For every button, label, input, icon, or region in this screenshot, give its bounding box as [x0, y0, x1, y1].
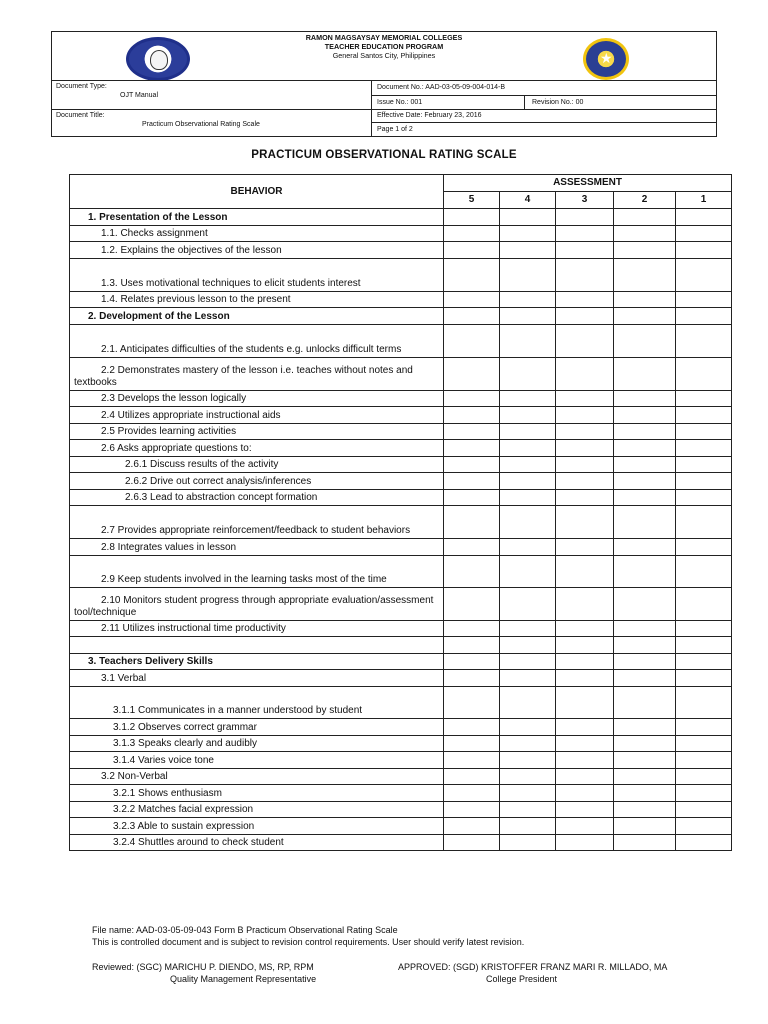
rating-cell-4[interactable]: [500, 490, 556, 506]
rating-cell-2[interactable]: [614, 785, 676, 802]
rating-cell-3[interactable]: [556, 358, 614, 391]
rating-cell-2[interactable]: [614, 752, 676, 769]
rating-cell-5[interactable]: [444, 440, 500, 457]
behavior-text: 3.1.3 Speaks clearly and audibly: [113, 738, 257, 749]
behavior-text: 2.2 Demonstrates mastery of the lesson i.e. teaches without notes and textbooks: [74, 365, 413, 388]
rating-cell-5[interactable]: [444, 457, 500, 473]
behavior-text: 3. Teachers Delivery Skills: [88, 656, 213, 667]
rating-cell-4[interactable]: [500, 242, 556, 259]
behavior-text: 3.1 Verbal: [101, 673, 147, 684]
behavior-cell: [70, 687, 444, 719]
table-row: [70, 670, 732, 687]
behavior-cell: [70, 719, 444, 736]
rating-cell-5[interactable]: [444, 490, 500, 506]
rating-cell-5[interactable]: [444, 670, 500, 687]
table-row: [70, 556, 732, 588]
behavior-text: 2.6.3 Lead to abstraction concept formation: [125, 492, 318, 503]
rating-cell-3[interactable]: [556, 325, 614, 358]
rating-cell-4[interactable]: [500, 736, 556, 752]
rating-cell-5[interactable]: [444, 637, 500, 654]
rating-cell-5[interactable]: [444, 818, 500, 835]
rating-cell-1[interactable]: [676, 769, 732, 785]
rating-cell-1[interactable]: [676, 719, 732, 736]
doc-title-value: Practicum Observational Rating Scale: [142, 121, 260, 128]
table-row: [70, 835, 732, 851]
rating-cell-3[interactable]: [556, 670, 614, 687]
rating-cell-4[interactable]: [500, 654, 556, 670]
rating-cell-3[interactable]: [556, 785, 614, 802]
revision-number: Revision No.: 00: [532, 99, 584, 106]
rating-cell-1[interactable]: [676, 588, 732, 621]
doc-title-label: Document Title:: [56, 112, 105, 119]
table-row: [70, 424, 732, 440]
rating-cell-3[interactable]: [556, 736, 614, 752]
rating-cell-2[interactable]: [614, 654, 676, 670]
rating-cell-4[interactable]: [500, 325, 556, 358]
table-row: [70, 391, 732, 407]
rating-cell-1[interactable]: [676, 670, 732, 687]
rating-cell-3[interactable]: [556, 539, 614, 556]
rating-cell-2[interactable]: [614, 424, 676, 440]
table-row: [70, 802, 732, 818]
rating-cell-3[interactable]: [556, 209, 614, 226]
rating-cell-2[interactable]: [614, 637, 676, 654]
behavior-cell: [70, 490, 444, 506]
behavior-cell: [70, 506, 444, 539]
rating-cell-4[interactable]: [500, 687, 556, 719]
behavior-cell: [70, 308, 444, 325]
behavior-text: 3.2.3 Able to sustain expression: [113, 821, 255, 832]
rating-cell-3[interactable]: [556, 424, 614, 440]
score-2-header: 2: [614, 192, 676, 209]
rating-cell-4[interactable]: [500, 407, 556, 424]
score-3-header: 3: [556, 192, 614, 209]
score-4-header: 4: [500, 192, 556, 209]
doc-type-label: Document Type:: [56, 83, 107, 90]
rating-cell-2[interactable]: [614, 835, 676, 851]
behavior-text: 3.1.4 Varies voice tone: [113, 755, 214, 766]
table-row: [70, 308, 732, 325]
rating-cell-3[interactable]: [556, 457, 614, 473]
rating-cell-5[interactable]: [444, 588, 500, 621]
behavior-text: 2.11 Utilizes instructional time productivity: [101, 623, 286, 634]
rating-cell-5[interactable]: [444, 226, 500, 242]
behavior-text: 3.1.1 Communicates in a manner understood by student: [113, 705, 363, 716]
rating-cell-3[interactable]: [556, 242, 614, 259]
behavior-text: 2.7 Provides appropriate reinforcement/feedback to student behaviors: [101, 525, 411, 536]
behavior-text: 2.6 Asks appropriate questions to:: [101, 443, 252, 454]
rating-cell-2[interactable]: [614, 259, 676, 292]
behavior-text: 2.5 Provides learning activities: [101, 426, 237, 437]
table-row: [70, 752, 732, 769]
rating-cell-5[interactable]: [444, 785, 500, 802]
rating-cell-2[interactable]: [614, 621, 676, 637]
behavior-cell: [70, 654, 444, 670]
rating-cell-3[interactable]: [556, 687, 614, 719]
rating-cell-1[interactable]: [676, 242, 732, 259]
rating-cell-5[interactable]: [444, 292, 500, 308]
rating-cell-4[interactable]: [500, 719, 556, 736]
assessment-header: ASSESSMENT: [444, 175, 732, 192]
table-row: [70, 440, 732, 457]
reviewed-role: Quality Management Representative: [170, 974, 317, 984]
rating-cell-2[interactable]: [614, 719, 676, 736]
rating-cell-1[interactable]: [676, 539, 732, 556]
rating-cell-4[interactable]: [500, 637, 556, 654]
rating-cell-2[interactable]: [614, 358, 676, 391]
rating-cell-3[interactable]: [556, 226, 614, 242]
rating-cell-1[interactable]: [676, 358, 732, 391]
rating-cell-4[interactable]: [500, 802, 556, 818]
document-header: [51, 31, 717, 137]
rating-cell-5[interactable]: [444, 621, 500, 637]
rating-cell-2[interactable]: [614, 539, 676, 556]
behavior-cell: [70, 785, 444, 802]
rating-cell-5[interactable]: [444, 736, 500, 752]
rating-cell-2[interactable]: [614, 588, 676, 621]
rating-cell-1[interactable]: [676, 325, 732, 358]
behavior-cell: [70, 242, 444, 259]
rating-cell-4[interactable]: [500, 358, 556, 391]
rating-cell-4[interactable]: [500, 785, 556, 802]
rating-cell-1[interactable]: [676, 506, 732, 539]
institution-name: RAMON MAGSAYSAY MEMORIAL COLLEGES: [305, 33, 463, 42]
rating-cell-3[interactable]: [556, 506, 614, 539]
behavior-cell: [70, 752, 444, 769]
rating-cell-1[interactable]: [676, 292, 732, 308]
table-row: [70, 687, 732, 719]
rating-cell-2[interactable]: [614, 687, 676, 719]
rating-cell-3[interactable]: [556, 556, 614, 588]
rating-cell-2[interactable]: [614, 308, 676, 325]
rating-table: [69, 174, 732, 851]
rating-cell-5[interactable]: [444, 358, 500, 391]
behavior-text: 3.2.2 Matches facial expression: [113, 804, 254, 815]
rating-cell-2[interactable]: [614, 802, 676, 818]
behavior-text: 1. Presentation of the Lesson: [88, 212, 228, 223]
rating-cell-2[interactable]: [614, 226, 676, 242]
behavior-text: 2.6.2 Drive out correct analysis/inferences: [125, 476, 312, 487]
behavior-text: 2.4 Utilizes appropriate instructional aids: [101, 410, 281, 421]
behavior-cell: [70, 818, 444, 835]
rating-cell-2[interactable]: [614, 736, 676, 752]
rating-cell-2[interactable]: [614, 440, 676, 457]
behavior-cell: [70, 292, 444, 308]
rating-cell-1[interactable]: [676, 752, 732, 769]
rating-cell-5[interactable]: [444, 654, 500, 670]
rating-cell-3[interactable]: [556, 259, 614, 292]
rating-cell-2[interactable]: [614, 325, 676, 358]
behavior-cell: [70, 407, 444, 424]
score-5-header: 5: [444, 192, 500, 209]
rating-cell-1[interactable]: [676, 308, 732, 325]
rating-cell-5[interactable]: [444, 424, 500, 440]
table-row: [70, 736, 732, 752]
program-name: TEACHER EDUCATION PROGRAM: [324, 42, 444, 51]
table-row: [70, 490, 732, 506]
rating-cell-5[interactable]: [444, 835, 500, 851]
behavior-cell: [70, 209, 444, 226]
behavior-cell: [70, 539, 444, 556]
rating-cell-4[interactable]: [500, 588, 556, 621]
rating-cell-5[interactable]: [444, 506, 500, 539]
behavior-text: 1.3. Uses motivational techniques to elicit students interest: [101, 278, 361, 289]
behavior-cell: [70, 835, 444, 851]
behavior-text: 3.1.2 Observes correct grammar: [113, 722, 257, 733]
behavior-cell: [70, 556, 444, 588]
table-row: [70, 473, 732, 490]
rating-cell-2[interactable]: [614, 769, 676, 785]
table-row: [70, 325, 732, 358]
rating-cell-5[interactable]: [444, 259, 500, 292]
table-row: [70, 242, 732, 259]
rating-cell-5[interactable]: [444, 556, 500, 588]
rating-cell-1[interactable]: [676, 736, 732, 752]
behavior-cell: [70, 588, 444, 621]
rating-cell-3[interactable]: [556, 818, 614, 835]
rating-cell-5[interactable]: [444, 687, 500, 719]
rating-cell-4[interactable]: [500, 835, 556, 851]
rating-cell-2[interactable]: [614, 490, 676, 506]
rating-cell-1[interactable]: [676, 687, 732, 719]
rating-cell-1[interactable]: [676, 391, 732, 407]
rating-cell-3[interactable]: [556, 769, 614, 785]
rating-cell-2[interactable]: [614, 473, 676, 490]
rating-cell-3[interactable]: [556, 440, 614, 457]
table-row: [70, 539, 732, 556]
rating-cell-5[interactable]: [444, 308, 500, 325]
rating-cell-5[interactable]: [444, 325, 500, 358]
rating-cell-3[interactable]: [556, 621, 614, 637]
rating-cell-4[interactable]: [500, 292, 556, 308]
rating-cell-5[interactable]: [444, 719, 500, 736]
rating-cell-4[interactable]: [500, 473, 556, 490]
behavior-text: 2.8 Integrates values in lesson: [101, 542, 237, 553]
table-row: [70, 769, 732, 785]
rating-cell-3[interactable]: [556, 588, 614, 621]
rating-cell-3[interactable]: [556, 802, 614, 818]
behavior-text: 2.1. Anticipates difficulties of the students e.g. unlocks difficult terms: [101, 344, 402, 355]
doc-type-value: OJT Manual: [120, 92, 158, 99]
rating-cell-1[interactable]: [676, 621, 732, 637]
rating-cell-2[interactable]: [614, 292, 676, 308]
rating-cell-3[interactable]: [556, 719, 614, 736]
behavior-text: 1.4. Relates previous lesson to the present: [101, 294, 291, 305]
rating-cell-1[interactable]: [676, 835, 732, 851]
rating-cell-3[interactable]: [556, 407, 614, 424]
rating-cell-2[interactable]: [614, 242, 676, 259]
rating-cell-4[interactable]: [500, 259, 556, 292]
behavior-cell: [70, 440, 444, 457]
behavior-text: 1.2. Explains the objectives of the lesson: [101, 245, 282, 256]
behavior-cell: [70, 769, 444, 785]
rating-cell-1[interactable]: [676, 226, 732, 242]
rating-cell-1[interactable]: [676, 818, 732, 835]
behavior-cell: [70, 621, 444, 637]
rating-cell-4[interactable]: [500, 457, 556, 473]
behavior-cell: [70, 473, 444, 490]
rating-cell-2[interactable]: [614, 457, 676, 473]
rating-cell-4[interactable]: [500, 621, 556, 637]
behavior-text: 1.1. Checks assignment: [101, 228, 208, 239]
effective-date: Effective Date: February 23, 2016: [377, 112, 482, 119]
rating-cell-2[interactable]: [614, 407, 676, 424]
teacher-education-seal-icon: ★: [583, 38, 629, 80]
behavior-text: 2.9 Keep students involved in the learning tasks most of the time: [101, 574, 387, 585]
rating-cell-5[interactable]: [444, 802, 500, 818]
control-note: This is controlled document and is subject to revision control requirements. User should verify latest revision.: [92, 937, 525, 947]
score-1-header: 1: [676, 192, 732, 209]
table-row: [70, 259, 732, 292]
rating-cell-1[interactable]: [676, 440, 732, 457]
rating-cell-3[interactable]: [556, 292, 614, 308]
table-row: [70, 785, 732, 802]
approved-role: College President: [486, 974, 558, 984]
rating-cell-1[interactable]: [676, 637, 732, 654]
reviewed-by: Reviewed: (SGC) MARICHU P. DIENDO, MS, RP, RPM: [92, 962, 314, 972]
rating-cell-4[interactable]: [500, 424, 556, 440]
rating-cell-4[interactable]: [500, 539, 556, 556]
rating-cell-5[interactable]: [444, 242, 500, 259]
approved-by: APPROVED: (SGD) KRISTOFFER FRANZ MARI R. MILLADO, MA: [398, 962, 668, 972]
doc-number: Document No.: AAD-03-05-09-004-014-B: [377, 84, 506, 91]
rating-cell-3[interactable]: [556, 835, 614, 851]
rating-cell-1[interactable]: [676, 785, 732, 802]
rating-cell-1[interactable]: [676, 802, 732, 818]
rating-cell-3[interactable]: [556, 391, 614, 407]
rating-cell-5[interactable]: [444, 769, 500, 785]
behavior-cell: [70, 736, 444, 752]
table-row: [70, 209, 732, 226]
rating-cell-2[interactable]: [614, 506, 676, 539]
behavior-cell: [70, 424, 444, 440]
file-name: File name: AAD-03-05-09-043 Form B Practicum Observational Rating Scale: [92, 925, 398, 935]
table-row: [70, 226, 732, 242]
rating-cell-1[interactable]: [676, 490, 732, 506]
rating-cell-3[interactable]: [556, 654, 614, 670]
rating-cell-3[interactable]: [556, 752, 614, 769]
table-row: [70, 407, 732, 424]
behavior-text: 2.6.1 Discuss results of the activity: [125, 459, 279, 470]
rating-cell-4[interactable]: [500, 440, 556, 457]
table-row: [70, 654, 732, 670]
table-row: [70, 621, 732, 637]
behavior-cell: [70, 802, 444, 818]
rating-cell-4[interactable]: [500, 209, 556, 226]
table-row: [70, 358, 732, 391]
table-row: [70, 637, 732, 654]
rating-cell-5[interactable]: [444, 407, 500, 424]
rating-cell-4[interactable]: [500, 752, 556, 769]
behavior-text: 2.10 Monitors student progress through appropriate evaluation/assessment tool/technique: [74, 595, 434, 618]
rating-cell-4[interactable]: [500, 556, 556, 588]
rating-cell-2[interactable]: [614, 556, 676, 588]
table-row: [70, 292, 732, 308]
rating-cell-1[interactable]: [676, 473, 732, 490]
table-row: [70, 588, 732, 621]
rating-cell-1[interactable]: [676, 654, 732, 670]
page-number: Page 1 of 2: [377, 126, 413, 133]
behavior-text: 3.2.1 Shows enthusiasm: [113, 788, 222, 799]
location: General Santos City, Philippines: [332, 51, 436, 60]
rating-cell-2[interactable]: [614, 209, 676, 226]
rating-cell-4[interactable]: [500, 769, 556, 785]
rating-cell-3[interactable]: [556, 637, 614, 654]
page-title: PRACTICUM OBSERVATIONAL RATING SCALE: [251, 149, 517, 161]
behavior-cell: [70, 457, 444, 473]
behavior-cell: [70, 670, 444, 687]
behavior-cell: [70, 226, 444, 242]
behavior-cell: [70, 391, 444, 407]
rating-cell-3[interactable]: [556, 490, 614, 506]
rating-cell-5[interactable]: [444, 209, 500, 226]
rating-cell-5[interactable]: [444, 752, 500, 769]
behavior-text: 2.3 Develops the lesson logically: [101, 393, 247, 404]
rating-cell-2[interactable]: [614, 670, 676, 687]
rating-cell-1[interactable]: [676, 407, 732, 424]
issue-number: Issue No.: 001: [377, 99, 423, 106]
behavior-cell: [70, 358, 444, 391]
rating-cell-1[interactable]: [676, 556, 732, 588]
table-row: [70, 719, 732, 736]
rating-cell-5[interactable]: [444, 391, 500, 407]
behavior-header: BEHAVIOR: [70, 175, 444, 209]
behavior-cell: [70, 259, 444, 292]
behavior-text: 3.2.4 Shuttles around to check student: [113, 837, 284, 848]
rating-cell-1[interactable]: [676, 457, 732, 473]
table-row: [70, 506, 732, 539]
rating-cell-4[interactable]: [500, 506, 556, 539]
table-row: [70, 457, 732, 473]
rating-cell-4[interactable]: [500, 226, 556, 242]
rating-cell-3[interactable]: [556, 308, 614, 325]
rating-cell-4[interactable]: [500, 670, 556, 687]
rating-cell-1[interactable]: [676, 424, 732, 440]
behavior-text: 2. Development of the Lesson: [88, 311, 230, 322]
rating-cell-2[interactable]: [614, 391, 676, 407]
behavior-cell: [70, 637, 444, 654]
rating-cell-5[interactable]: [444, 473, 500, 490]
table-row: [70, 818, 732, 835]
rating-cell-4[interactable]: [500, 391, 556, 407]
rating-cell-2[interactable]: [614, 818, 676, 835]
rating-cell-1[interactable]: [676, 209, 732, 226]
rating-cell-4[interactable]: [500, 308, 556, 325]
behavior-text: 3.2 Non-Verbal: [101, 771, 168, 782]
rating-cell-1[interactable]: [676, 259, 732, 292]
rating-cell-4[interactable]: [500, 818, 556, 835]
rating-cell-3[interactable]: [556, 473, 614, 490]
behavior-cell: [70, 325, 444, 358]
rating-cell-5[interactable]: [444, 539, 500, 556]
